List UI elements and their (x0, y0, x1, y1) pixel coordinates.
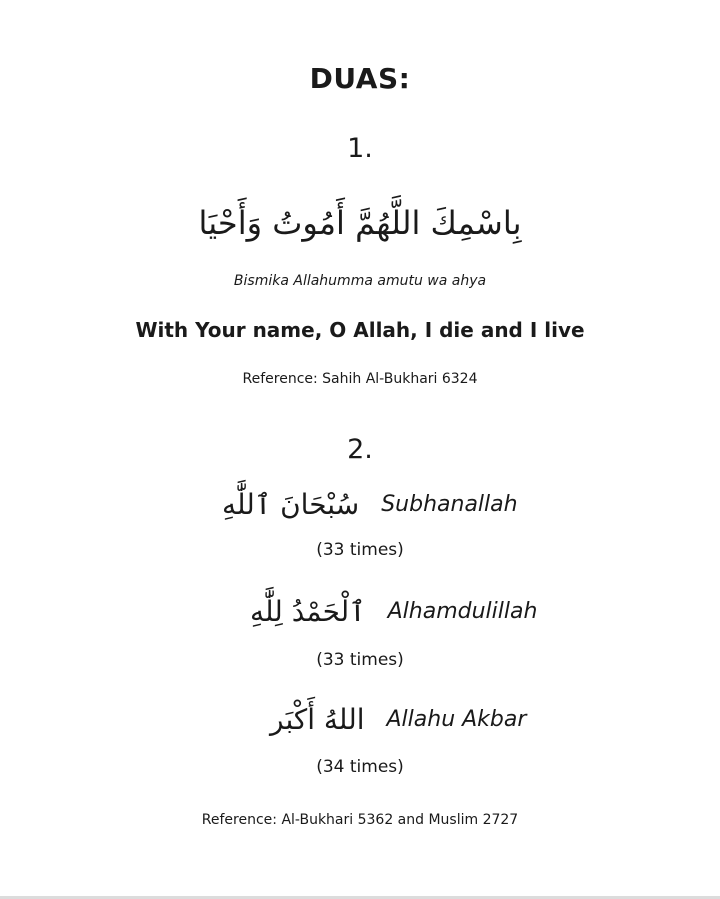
dua-arabic-text: بِاسْمِكَ اللَّهُمَّ أَمُوتُ وَأَحْيَا (198, 204, 522, 242)
reference-2: Reference: Al-Bukhari 5362 and Muslim 2727 (201, 812, 519, 828)
section-number-2: 2. (347, 434, 373, 465)
dhikr-transliteration: Alhamdulillah (387, 599, 538, 624)
dhikr-count: (33 times) (316, 650, 404, 670)
reference-1: Reference: Sahih Al-Bukhari 6324 (242, 371, 478, 387)
dhikr-transliteration: Subhanallah (381, 492, 518, 517)
dhikr-count: (33 times) (316, 540, 404, 560)
dua-transliteration: Bismika Allahumma amutu wa ahya (233, 273, 487, 289)
page-title: DUAS: (309, 62, 411, 95)
dhikr-arabic: ٱلْحَمْدُ لِلَّٰهِ (250, 595, 366, 628)
dhikr-subhanallah (222, 488, 518, 521)
dhikr-alhamdulillah (250, 595, 537, 628)
dhikr-arabic: سُبْحَانَ ٱللَّٰهِ (222, 488, 360, 521)
dhikr-transliteration: Allahu Akbar (386, 707, 527, 732)
dhikr-allahu-akbar (270, 703, 526, 736)
dua-translation: With Your name, O Allah, I die and I live (135, 318, 585, 342)
section-number-1: 1. (347, 133, 373, 164)
dhikr-count: (34 times) (316, 757, 404, 777)
dhikr-arabic: اللهُ أَكْبَر (270, 703, 365, 736)
